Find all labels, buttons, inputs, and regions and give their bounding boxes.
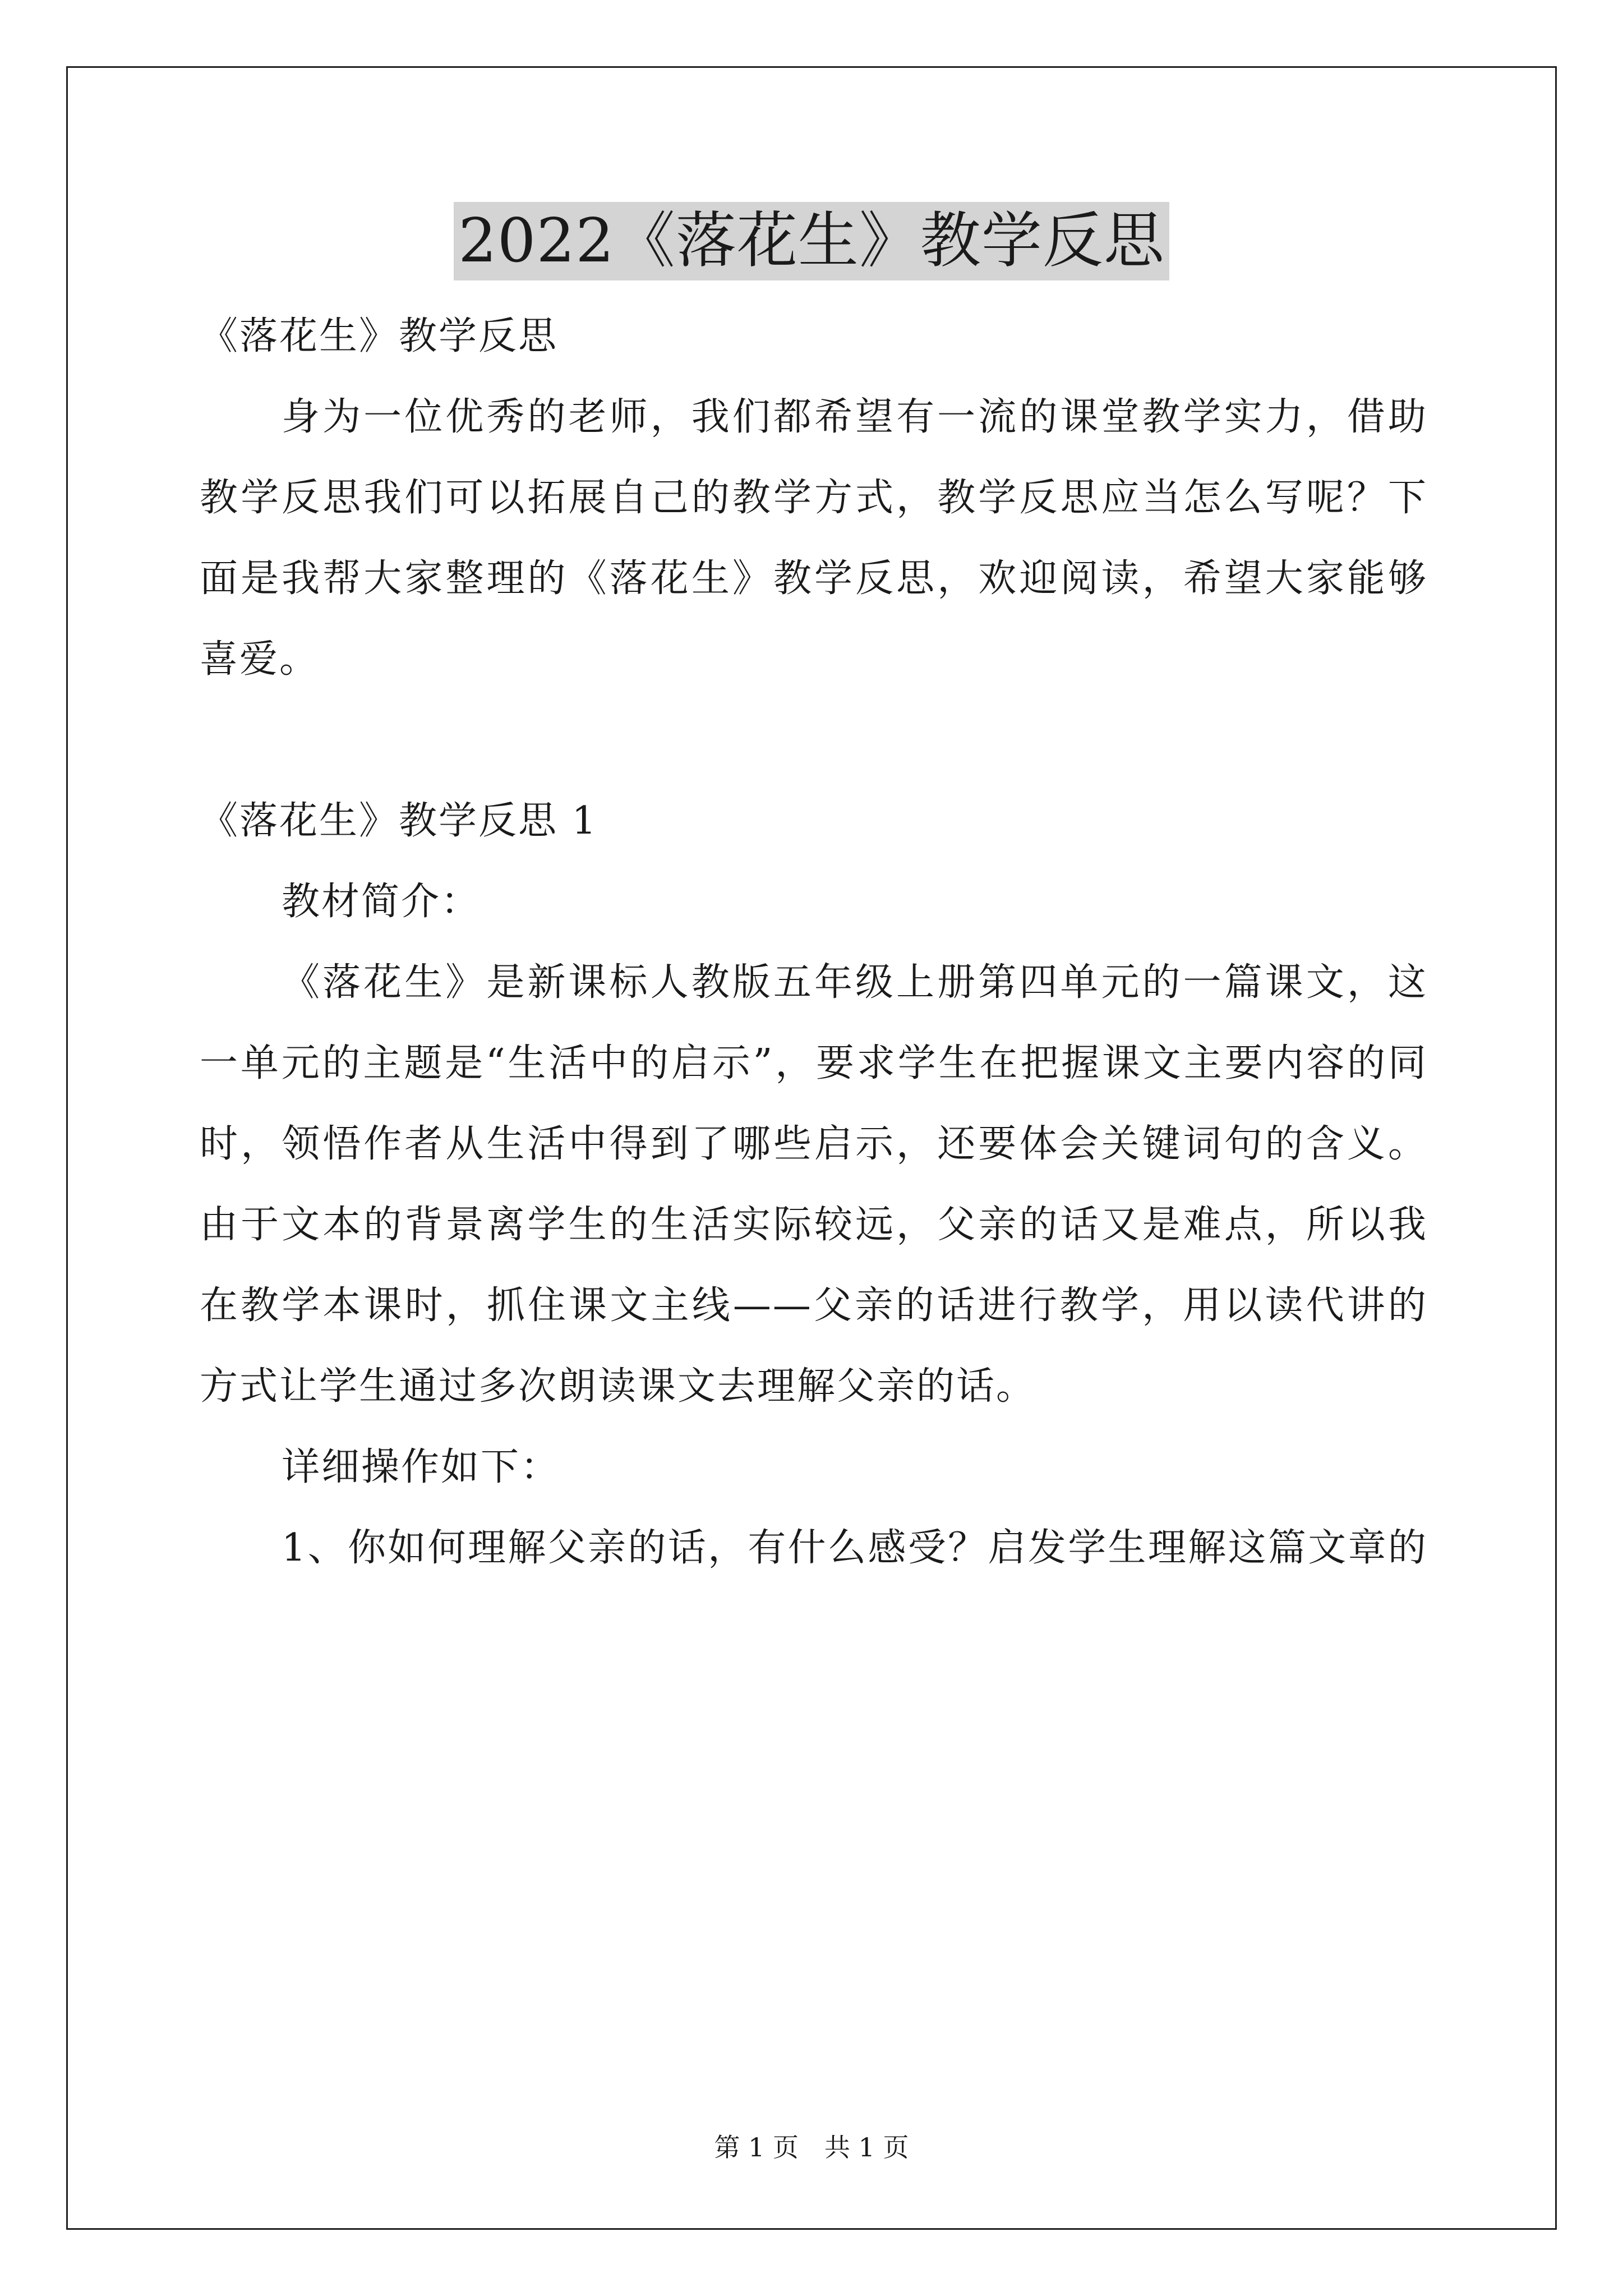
page-number: 第 1 页 [714, 2132, 799, 2162]
intro-heading: 《落花生》教学反思 [200, 314, 559, 358]
body-line: 在教学本课时，抓住课文主线——父亲的话进行教学，用以读代讲的 [200, 1283, 1428, 1328]
intro-line: 教学反思我们可以拓展自己的教学方式，教学反思应当怎么写呢？下 [200, 476, 1428, 520]
step-item: 1、你如何理解父亲的话，有什么感受？启发学生理解这篇文章的 [282, 1526, 1428, 1570]
page-total: 共 1 页 [824, 2132, 909, 2162]
steps-label: 详细操作如下： [282, 1445, 561, 1489]
body-line: 方式让学生通过多次朗读课文去理解父亲的话。 [200, 1364, 1036, 1409]
body-line: 由于文本的背景离学生的生活实际较远，父亲的话又是难点，所以我 [200, 1203, 1428, 1247]
paragraph-gap [200, 700, 1428, 781]
document-body [200, 296, 1428, 1589]
title-area [0, 202, 1623, 280]
section-heading: 《落花生》教学反思 1 [200, 799, 598, 843]
intro-line: 身为一位优秀的老师，我们都希望有一流的课堂教学实力，借助 [282, 395, 1428, 439]
document-title: 2022《落花生》教学反思 [454, 202, 1169, 280]
body-line: 一单元的主题是“生活中的启示”，要求学生在把握课文主要内容的同 [200, 1041, 1428, 1085]
body-line: 时，领悟作者从生活中得到了哪些启示，还要体会关键词句的含义。 [200, 1122, 1428, 1166]
body-line: 《落花生》是新课标人教版五年级上册第四单元的一篇课文，这 [282, 960, 1428, 1005]
intro-line: 面是我帮大家整理的《落花生》教学反思，欢迎阅读，希望大家能够 [200, 556, 1428, 601]
intro-line: 喜爱。 [200, 637, 320, 682]
page-footer [0, 2131, 1623, 2164]
material-label: 教材简介： [282, 880, 481, 924]
